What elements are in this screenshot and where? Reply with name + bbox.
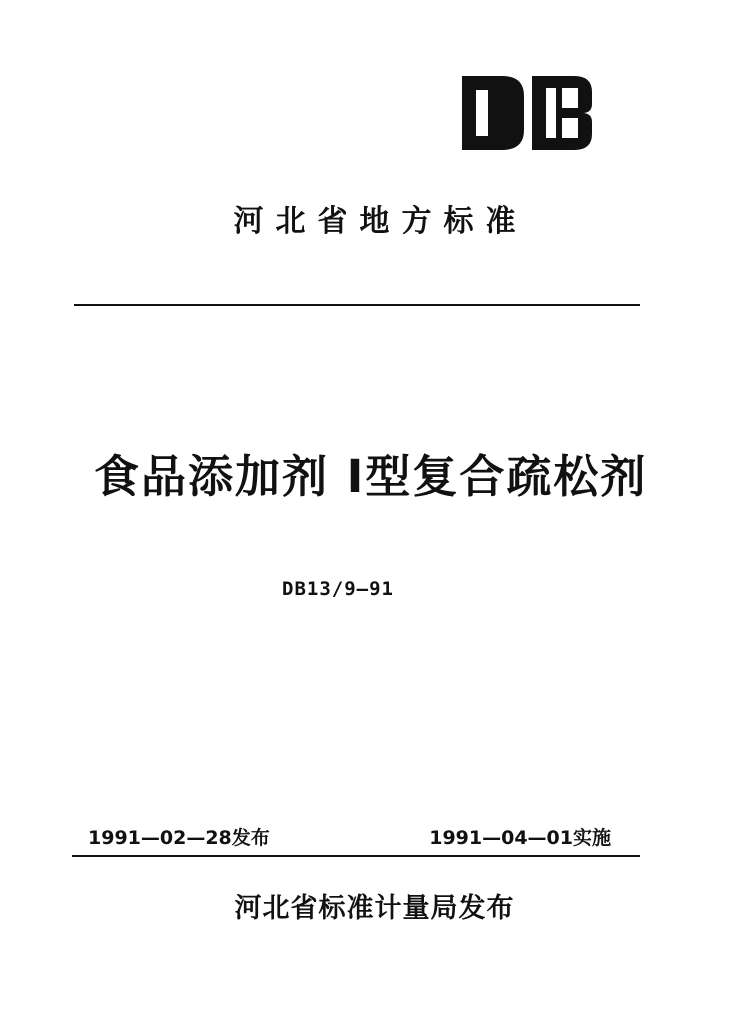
- db-logo: [462, 76, 592, 150]
- issue-date: 1991—02—28发布: [88, 827, 270, 849]
- db-logo-mark: [462, 76, 592, 150]
- standard-number: DB13/9—91: [282, 578, 394, 600]
- publisher: 河北省标准计量局发布: [234, 893, 515, 924]
- top-divider: [74, 304, 640, 306]
- document-title: 食品添加剂 I型复合疏松剂: [94, 450, 648, 503]
- effective-date: 1991—04—01实施: [429, 827, 611, 849]
- bottom-divider: [72, 855, 640, 857]
- issuer-heading: 河北省地方标准: [233, 204, 528, 239]
